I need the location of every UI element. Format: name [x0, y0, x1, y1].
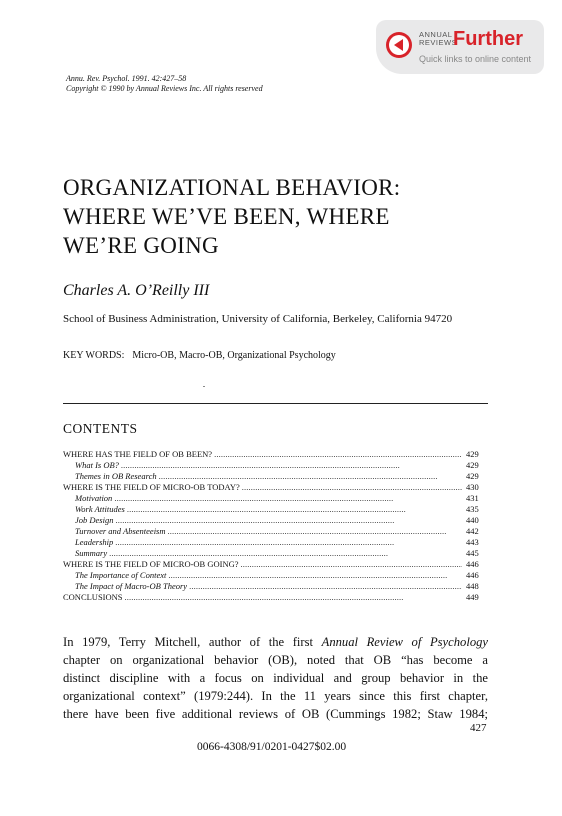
citation-line-1: Annu. Rev. Psychol. 1991. 42:427–58	[66, 74, 187, 83]
keywords-label: KEY WORDS:	[63, 350, 125, 361]
article-code: 0066-4308/91/0201-0427$02.00	[197, 741, 347, 753]
toc-entry[interactable]: The Importance of Context . . . 446	[63, 570, 488, 581]
contents-heading: CONTENTS	[63, 421, 138, 436]
body-paragraph	[63, 633, 488, 723]
journal-name: Annual Review of Psychology	[321, 635, 489, 649]
title-line-3: WE’RE GOING	[63, 233, 219, 258]
further-label: Further	[453, 28, 523, 50]
body-line-5: there have been five additional reviews of OB (Cummings 1982; Staw 1984;	[63, 707, 488, 721]
toc-entry[interactable]: The Impact of Macro-OB Theory . . . 448	[63, 581, 488, 592]
body-line-2: chapter on organizational behavior (OB), noted that OB “has become a	[63, 653, 488, 667]
further-badge[interactable]	[376, 20, 544, 74]
keywords	[63, 350, 336, 361]
keywords-value: Micro-OB, Macro-OB, Organizational Psychology	[132, 350, 336, 361]
annual-reviews-logo-icon	[386, 32, 412, 58]
body-line-3: distinct discipline with a focus on individual and group behavior in the	[63, 671, 488, 685]
toc-entry[interactable]: Turnover and Absenteeism . . . 442	[63, 526, 488, 537]
toc-entry[interactable]: WHERE IS THE FIELD OF MICRO-OB TODAY? . . . 430	[63, 482, 488, 493]
body-line-1: In 1979, Terry Mitchell, author of the first Annual Review of Psychology	[63, 635, 489, 649]
toc-entry[interactable]: WHERE HAS THE FIELD OF OB BEEN? . . . 429	[63, 449, 488, 460]
table-of-contents	[63, 449, 488, 603]
toc-entry[interactable]: Themes in OB Research . . . 429	[63, 471, 488, 482]
toc-entry[interactable]: CONCLUSIONS . . . 449	[63, 592, 488, 603]
title-line-2: WHERE WE’VE BEEN, WHERE	[63, 204, 390, 229]
further-sublabel: Quick links to online content	[419, 54, 532, 64]
body-line-4: organizational context” (1979:244). In the 11 years since this first chapter,	[63, 689, 488, 703]
article-title	[63, 173, 401, 260]
toc-entry[interactable]: Leadership . . . 443	[63, 537, 488, 548]
toc-entry[interactable]: Summary . . . 445	[63, 548, 488, 559]
annual-reviews-wordmark: ANNUAL REVIEWS	[419, 30, 458, 47]
citation-line-2: Copyright © 1990 by Annual Reviews Inc. All rights reserved	[66, 84, 263, 93]
toc-entry[interactable]: What Is OB? . . . 429	[63, 460, 488, 471]
section-divider	[63, 403, 488, 404]
page-number: 427	[470, 722, 487, 734]
title-line-1: ORGANIZATIONAL BEHAVIOR:	[63, 175, 401, 200]
toc-entry[interactable]: WHERE IS THE FIELD OF MICRO-OB GOING? . . . 446	[63, 559, 488, 570]
author-name: Charles A. O’Reilly III	[63, 282, 210, 299]
toc-entry[interactable]: Job Design . . . 440	[63, 515, 488, 526]
toc-entry[interactable]: Work Attitudes . . . 435	[63, 504, 488, 515]
citation	[66, 74, 263, 94]
author-affiliation: School of Business Administration, University of California, Berkeley, California 94720	[63, 313, 453, 325]
toc-entry[interactable]: Motivation . . . 431	[63, 493, 488, 504]
scan-speck	[203, 386, 205, 387]
